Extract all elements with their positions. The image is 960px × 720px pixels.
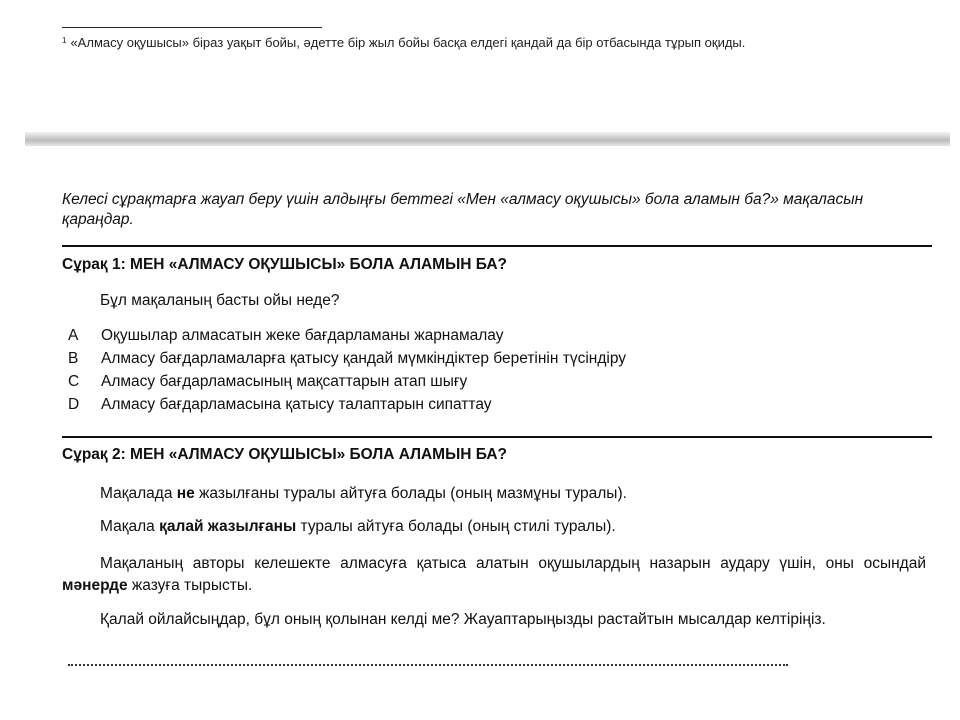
- option-text: Алмасу бағдарламаларға қатысу қандай мүмкіндіктер беретінін түсіндіру: [101, 350, 627, 367]
- footnote-marker: 1: [62, 36, 67, 45]
- emphasis: қалай жазылғаны: [159, 518, 297, 535]
- page-break-divider: [25, 132, 950, 146]
- option-letter: B: [68, 350, 79, 367]
- footnote: [62, 35, 912, 51]
- question1-title: Сұрақ 1: МЕН «АЛМАСУ ОҚУШЫСЫ» БОЛА АЛАМЫН БА?: [62, 256, 507, 273]
- option-letter: C: [68, 373, 80, 390]
- option-text: Оқушылар алмасатын жеке бағдарламаны жарнамалау: [101, 327, 504, 344]
- question1-top-rule: [62, 245, 932, 247]
- option-letter: A: [68, 327, 79, 344]
- option-d[interactable]: [68, 396, 626, 419]
- emphasis: не: [176, 485, 195, 502]
- instructions-text: Келесі сұрақтарға жауап беру үшін алдыңғы беттегі «Мен «алмасу оқушысы» бола аламын ба?» мақаласын қараңдар.: [62, 191, 864, 228]
- footnote-separator: [62, 27, 322, 28]
- emphasis: мәнерде: [62, 577, 128, 594]
- question2-paragraph-4: Қалай ойлайсыңдар, бұл оның қолынан келді ме? Жауаптарыңызды растайтын мысалдар келтіріңіз.: [100, 611, 826, 628]
- question1-prompt: Бұл мақаланың басты ойы неде?: [100, 292, 340, 309]
- question1-options: [68, 327, 626, 419]
- answer-line[interactable]: [68, 664, 788, 666]
- question2-paragraph-3: Мақаланың авторы келешекте алмасуға қатыса алатын оқушылардың назарын аудару үшін, оны осындай мәнерде жазуға тырысты.: [62, 555, 926, 594]
- question2-paragraph-2: Мақала қалай жазылғаны туралы айтуға болады (оның стилі туралы).: [100, 518, 616, 535]
- option-b[interactable]: [68, 350, 626, 373]
- option-text: Алмасу бағдарламасына қатысу талаптарын сипаттау: [101, 396, 492, 413]
- question2-paragraph-1: Мақалада не жазылғаны туралы айтуға болады (оның мазмұны туралы).: [100, 485, 627, 502]
- footnote-text: «Алмасу оқушысы» біраз уақыт бойы, әдетте бір жыл бойы басқа елдегі қандай да бір отбасында тұрып оқиды.: [70, 35, 746, 50]
- question2-title: Сұрақ 2: МЕН «АЛМАСУ ОҚУШЫСЫ» БОЛА АЛАМЫН БА?: [62, 446, 507, 463]
- option-a[interactable]: [68, 327, 626, 350]
- question2-top-rule: [62, 436, 932, 438]
- option-c[interactable]: [68, 373, 626, 396]
- option-letter: D: [68, 396, 80, 413]
- option-text: Алмасу бағдарламасының мақсаттарын атап шығу: [101, 373, 468, 390]
